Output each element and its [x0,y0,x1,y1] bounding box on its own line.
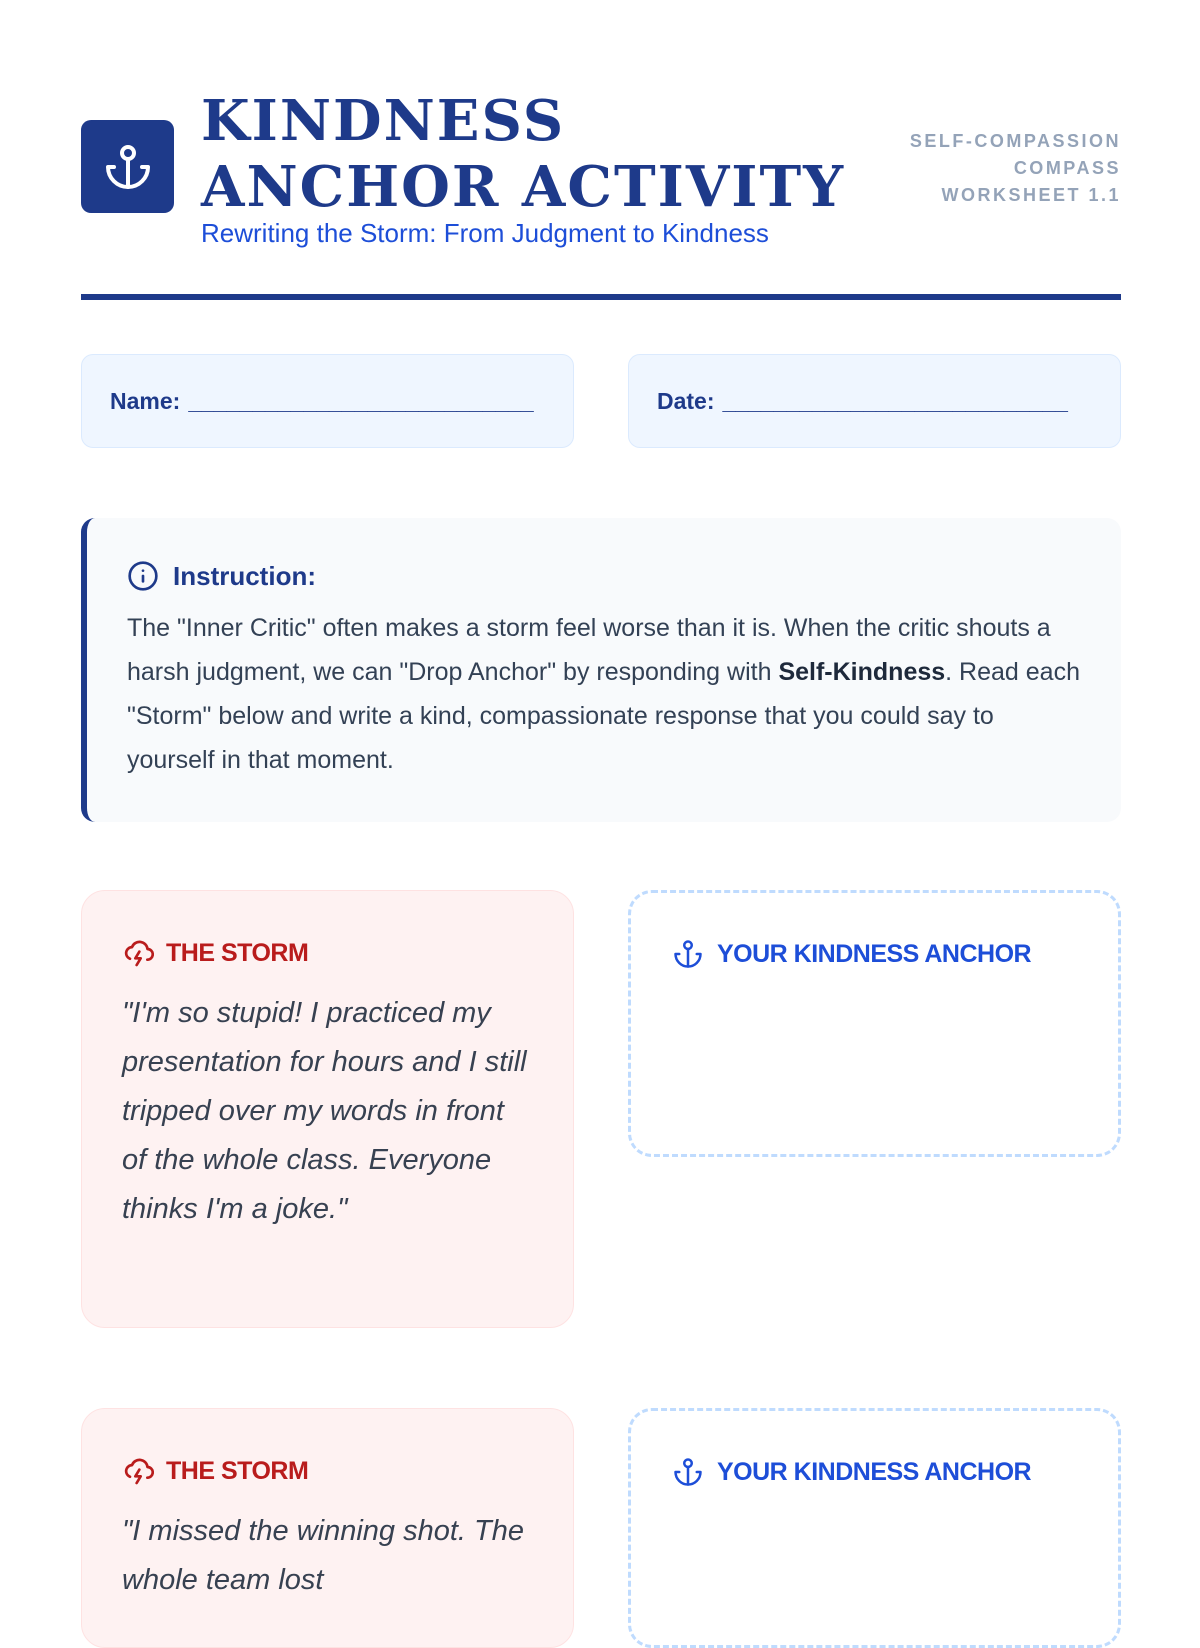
storm-card [81,890,574,1328]
anchor-heading-row [673,1457,1078,1487]
meta-series: SELF-COMPASSION [909,131,1121,151]
page-title: KINDNESS ANCHOR ACTIVITY [201,88,846,220]
meta-worksheet-number: WORKSHEET 1.1 [941,185,1121,205]
anchor-icon [673,939,703,969]
date-field[interactable] [628,354,1121,448]
date-blank[interactable]: ___________________________ [722,387,1068,414]
storm-cloud-icon [122,937,154,969]
anchor-logo [81,120,174,213]
name-blank[interactable]: ___________________________ [188,387,534,414]
meta-series-cont: COMPASS [1013,158,1121,178]
storm-heading-row [122,937,533,969]
storm-cloud-icon [122,1455,154,1487]
storm-heading-row [122,1455,533,1487]
storm-label: THE STORM [166,938,309,967]
instruction-box [81,518,1121,822]
worksheet-meta [910,128,1121,209]
page-subtitle: Rewriting the Storm: From Judgment to Kindness [201,218,769,248]
storm-card [81,1408,574,1648]
storm-text: "I'm so stupid! I practiced my presentation for hours and I still tripped over my words in front of the whole class. Everyone thinks I'm a joke." [122,997,527,1225]
anchor-icon [104,143,152,191]
instruction-heading: Instruction: [173,560,316,591]
instruction-text-bold: Self-Kindness [778,658,946,686]
instruction-text-part1: The "Inner Critic" often makes a storm feel worse than it is. When the critic shouts a harsh judgment, we can "Drop Anchor" by responding with [127,614,1051,686]
storm-label: THE STORM [166,1456,309,1485]
kindness-anchor-response-box[interactable] [628,890,1121,1157]
date-label: Date: [657,387,715,414]
header-divider [81,294,1121,300]
instruction-text-part2: . Read each "Storm" below and write a kind, compassionate response that you could say to yourself in that moment. [127,658,1080,774]
anchor-icon [673,1457,703,1487]
worksheet-header [81,88,1121,258]
anchor-heading-row [673,939,1078,969]
instruction-heading-row [127,560,1081,592]
name-field[interactable] [81,354,574,448]
anchor-label: YOUR KINDNESS ANCHOR [717,939,1032,968]
storm-text: "I missed the winning shot. The whole team lost [122,1515,524,1596]
instruction-text [127,606,1081,782]
name-label: Name: [110,387,181,414]
info-icon [127,560,159,592]
anchor-label: YOUR KINDNESS ANCHOR [717,1457,1032,1486]
kindness-anchor-response-box[interactable] [628,1408,1121,1648]
